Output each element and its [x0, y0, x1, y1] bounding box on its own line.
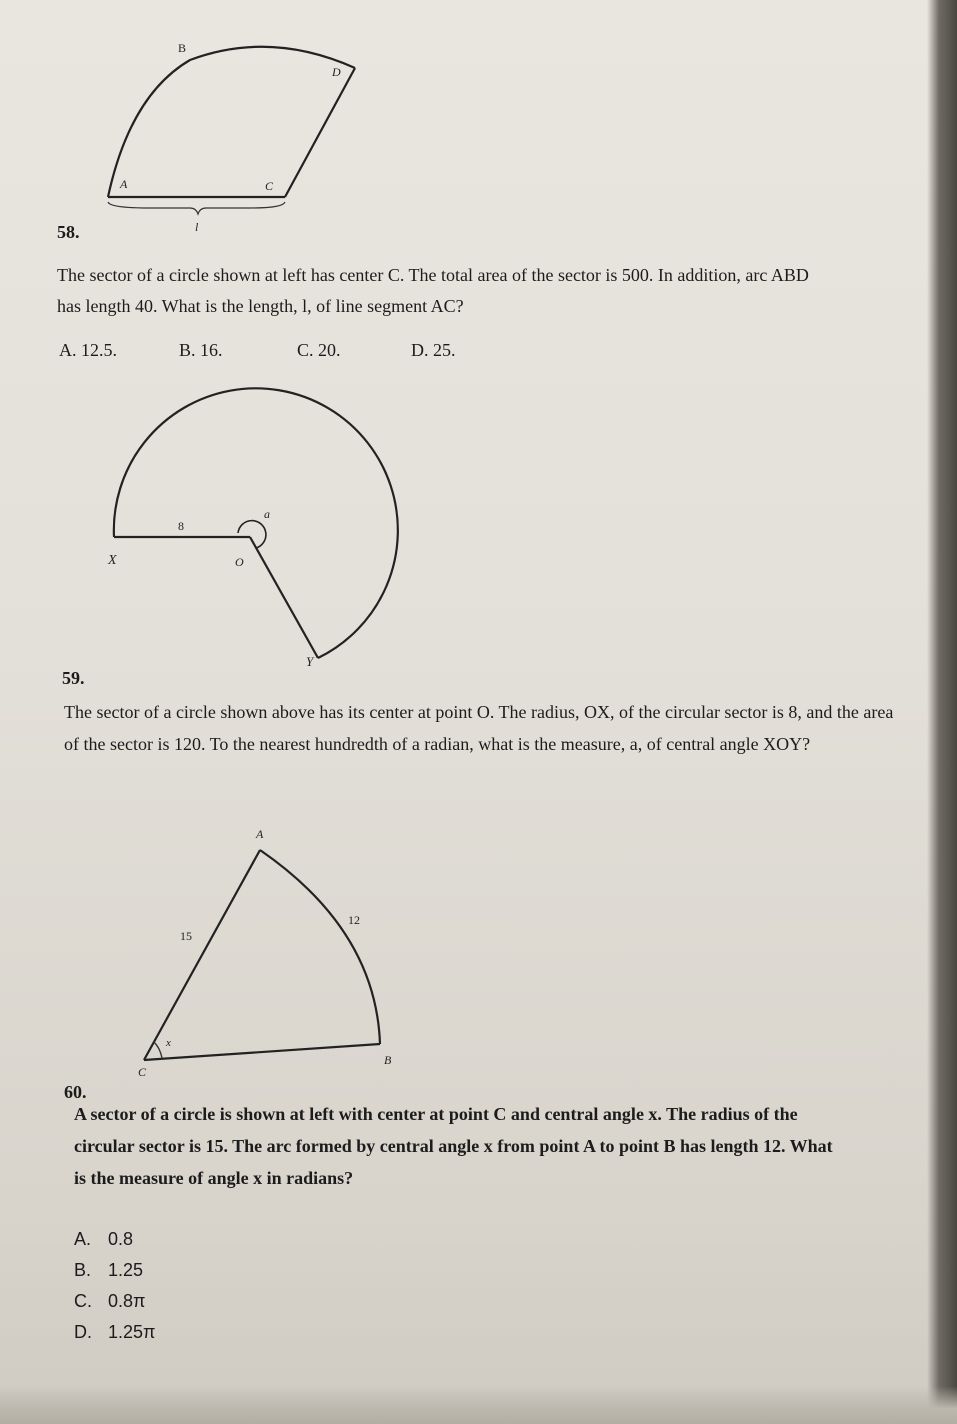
sector-60-angle-mark: [154, 1042, 162, 1058]
problem-60-text: A sector of a circle is shown at left with center at point C and central angle x. The radius of the circular sector is 15. The arc formed by central angle x from point A to point B has length 12. What is the measure of angle x in radians?: [74, 1104, 833, 1188]
label-60-c: C: [138, 1065, 147, 1079]
label-59-x: X: [108, 553, 117, 568]
label-58-l: l: [195, 220, 199, 234]
choice-60-d[interactable]: [74, 1317, 155, 1348]
label-59-y: Y: [306, 654, 314, 669]
label-59-a: a: [264, 507, 270, 521]
sector-58-radius-dc: [285, 68, 355, 197]
label-58-a: A: [120, 177, 128, 191]
choice-60-a[interactable]: [74, 1224, 155, 1255]
choice-60-d-letter: D.: [74, 1322, 92, 1342]
sector-59-radius-oy: [250, 537, 318, 658]
problem-58-text: The sector of a circle shown at left has center C. The total area of the sector is 500. In addition, arc ABD has length 40. What is the length, l, of line segment AC?: [57, 265, 809, 316]
choice-60-b-letter: B.: [74, 1260, 92, 1280]
label-60-15: 15: [180, 929, 192, 943]
sector-59-angle-mark: [238, 521, 266, 548]
label-59-o: O: [235, 555, 244, 569]
label-58-c: C: [265, 179, 274, 193]
choice-60-c-value: 0.8π: [108, 1291, 146, 1311]
choice-58-b[interactable]: B. 16.: [179, 340, 223, 360]
problem-60-choices: [74, 1224, 155, 1348]
problem-58-choices: [59, 340, 491, 361]
choice-60-c-letter: C.: [74, 1291, 92, 1311]
sector-59-arc: [114, 388, 398, 658]
label-58-b: B: [178, 41, 187, 55]
photo-paper-edge: [0, 1386, 957, 1424]
choice-60-a-value: 0.8: [108, 1229, 134, 1249]
photo-shadow-right: [927, 0, 957, 1424]
figure-sector-60: [130, 820, 400, 1080]
problem-59-text: The sector of a circle shown above has its center at point O. The radius, OX, of the circular sector is 8, and the area of the sector is 120. To the nearest hundredth of a radian, what is the measure, a, of central angle XOY?: [64, 702, 894, 754]
choice-60-a-letter: A.: [74, 1229, 92, 1249]
choice-60-d-value: 1.25π: [108, 1322, 156, 1342]
label-60-12: 12: [348, 913, 360, 927]
label-59-8: 8: [178, 519, 184, 533]
choice-60-b[interactable]: [74, 1255, 155, 1286]
figure-sector-59: [100, 400, 410, 680]
sector-58-arc: [108, 47, 355, 197]
choice-58-c[interactable]: C. 20.: [297, 340, 341, 360]
choice-58-d[interactable]: D. 25.: [411, 340, 456, 360]
problem-59-number: 59.: [62, 668, 85, 688]
sector-60-radius-cb: [144, 1044, 380, 1060]
choice-58-a[interactable]: A. 12.5.: [59, 340, 117, 360]
choice-60-b-value: 1.25: [108, 1260, 144, 1280]
sector-60-arc: [260, 850, 380, 1044]
label-60-x: x: [166, 1037, 171, 1049]
problem-60-number: 60.: [64, 1082, 87, 1102]
label-60-b: B: [384, 1053, 392, 1067]
sector-58-brace: [108, 202, 285, 214]
label-58-d: D: [332, 65, 341, 79]
sector-60-radius-ca: [144, 850, 260, 1060]
label-60-a: A: [256, 827, 264, 841]
figure-sector-58: [100, 40, 370, 240]
problem-58-number: 58.: [57, 222, 80, 242]
choice-60-c[interactable]: [74, 1286, 155, 1317]
